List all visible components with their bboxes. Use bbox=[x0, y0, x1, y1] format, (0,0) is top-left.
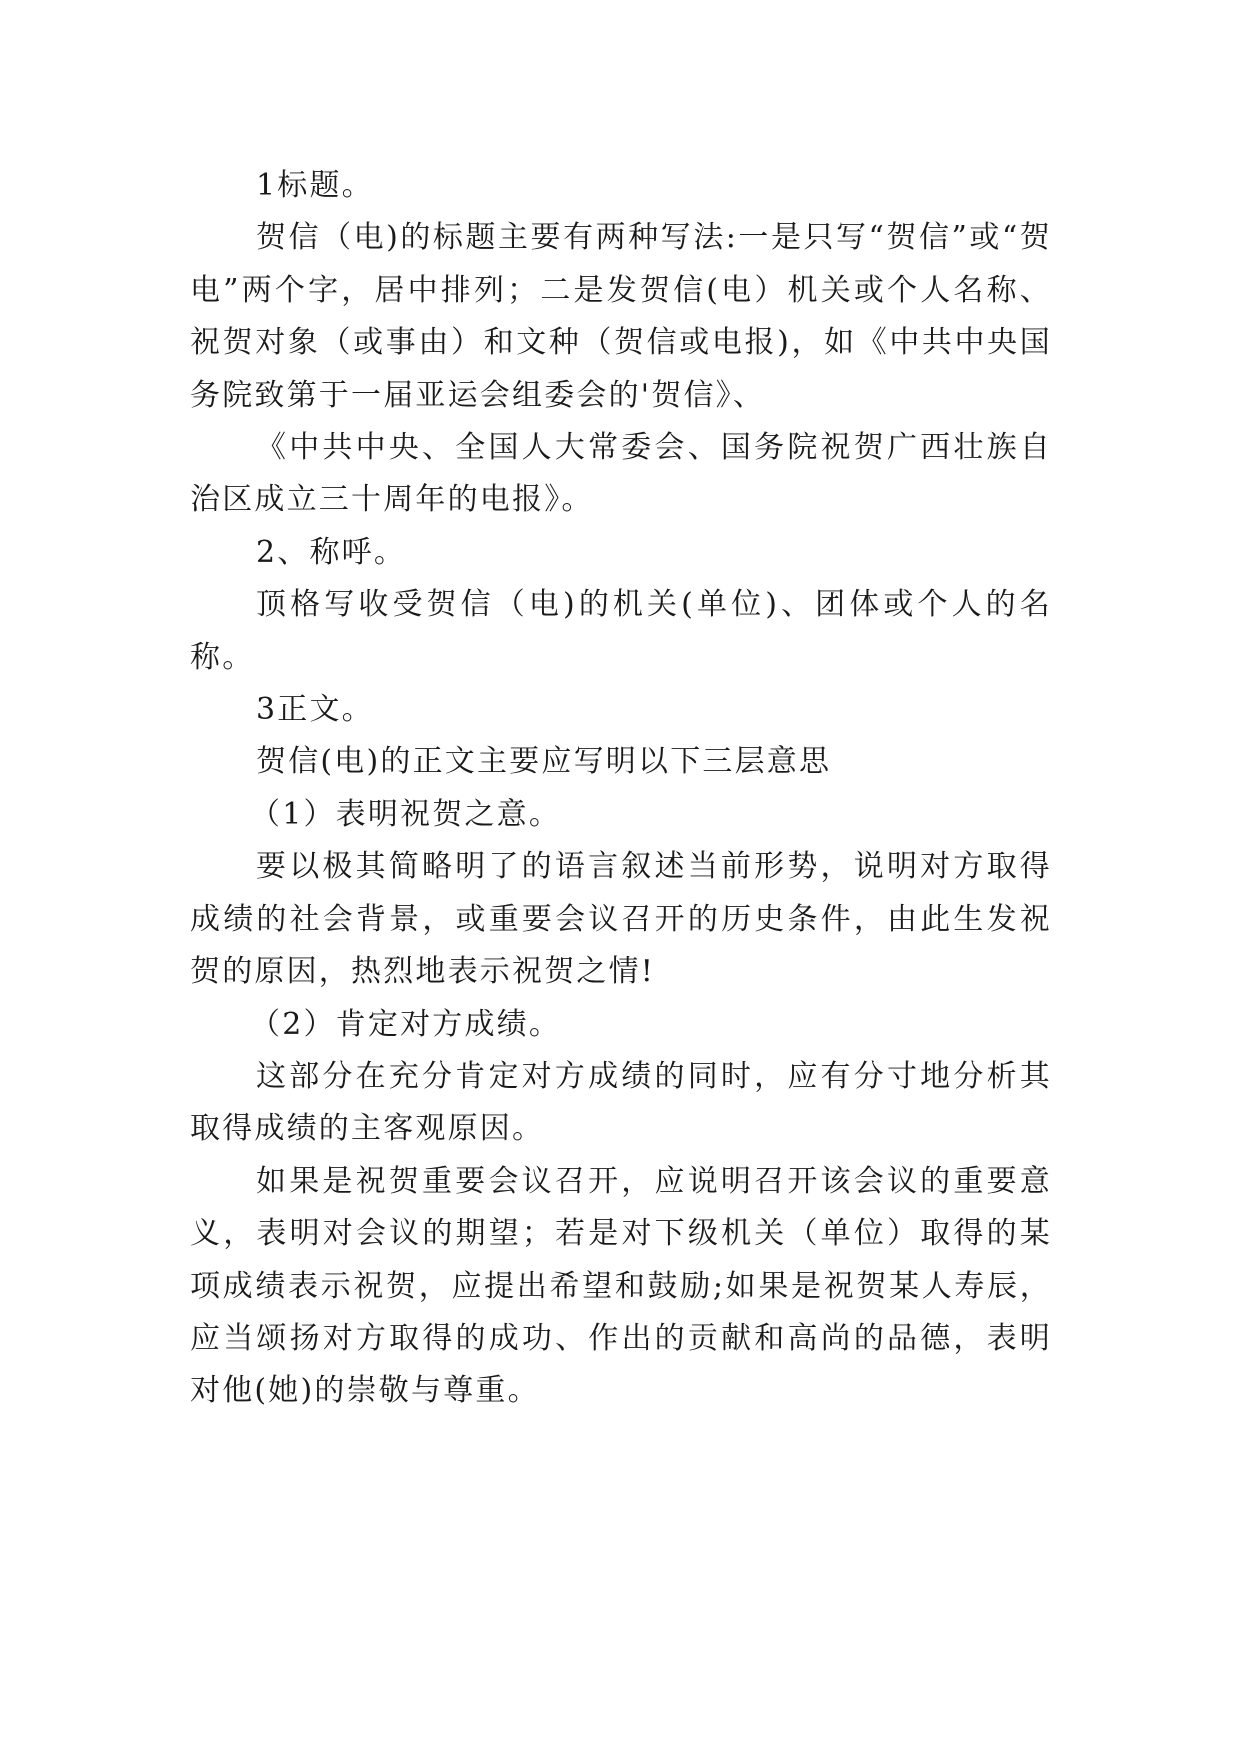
subheading-express-congratulations: （1）表明祝贺之意。 bbox=[250, 796, 562, 832]
section-heading-body: 3正文。 bbox=[256, 692, 374, 728]
section-heading-salutation: 2、称呼。 bbox=[256, 534, 407, 570]
paragraph-body-intro: 贺信(电)的正文主要应写明以下三层意思 bbox=[256, 744, 832, 780]
paragraph-title-methods: 贺信（电)的标题主要有两种写法:一是只写“贺信”或“贺电”两个字，居中排列；二是发贺信(电）机关或个人名称、祝贺对象（或事由）和文种（贺信或电报)，如《中共中央国务院致第于一届亚运会组委会的'贺信》、 bbox=[190, 220, 1052, 413]
paragraph-meeting-birthday: 如果是祝贺重要会议召开，应说明召开该会议的重要意义，表明对会议的期望；若是对下级机关（单位）取得的某项成绩表示祝贺，应提出希望和鼓励;如果是祝贺某人寿辰，应当颂扬对方取得的成功、作出的贡献和高尚的品德，表明对他(她)的崇敬与尊重。 bbox=[190, 1163, 1052, 1409]
paragraph-salutation: 顶格写收受贺信（电)的机关(单位)、团体或个人的名称。 bbox=[190, 587, 1052, 675]
paragraph-title-example: 《中共中央、全国人大常委会、国务院祝贺广西壮族自治区成立三十周年的电报》。 bbox=[190, 430, 1052, 518]
document-body bbox=[190, 160, 1052, 1418]
paragraph-express-congratulations: 要以极其简略明了的语言叙述当前形势，说明对方取得成绩的社会背景，或重要会议召开的历史条件，由此生发祝贺的原因，热烈地表示祝贺之情! bbox=[190, 849, 1052, 990]
subheading-affirm-achievements: （2）肯定对方成绩。 bbox=[250, 1006, 562, 1042]
section-heading-title: 1标题。 bbox=[256, 168, 374, 203]
paragraph-affirm-achievements: 这部分在充分肯定对方成绩的同时，应有分寸地分析其取得成绩的主客观原因。 bbox=[190, 1058, 1052, 1147]
